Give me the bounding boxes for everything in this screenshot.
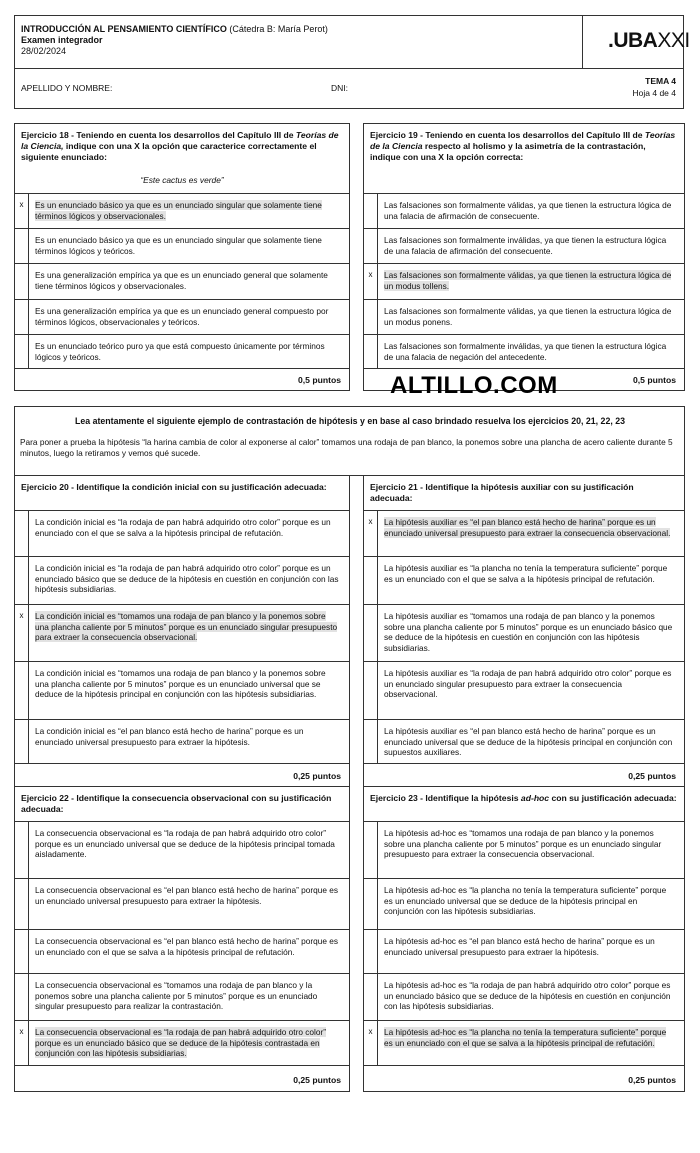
option-checkbox[interactable] [364,194,378,228]
selected-answer-highlight: La condición inicial es “tomamos una rodaja de pan blanco y la ponemos sobre una plancha caliente por 5 minutos” porque es un enunciado singular presupuesto para extraer la consecuencia observacional. [35,611,338,642]
exercise-21 [363,475,685,787]
exercise-22-title: Ejercicio 22 - Identifique la consecuencia observacional con su justificación adecuada: [21,793,332,814]
option-text: Es un enunciado básico ya que es un enunciado singular que solamente tiene términos lógicos y teóricos. [35,235,322,256]
option-text: La hipótesis auxiliar es “la plancha no tenía la temperatura suficiente” porque es un enunciado con el que se salva a la hipótesis principal de refutación. [384,563,668,584]
exercise-22-option[interactable] [15,1020,349,1066]
option-text: La consecuencia observacional es “el pan blanco está hecho de harina” porque es un enunciado con el que se salva a la hipótesis principal de refutación. [35,936,339,957]
option-checkbox[interactable] [364,879,378,929]
exercise-22-option[interactable] [15,973,349,1020]
exercise-23-option[interactable] [364,878,684,929]
option-checkbox[interactable] [15,300,29,334]
option-checkbox[interactable]: x [15,194,29,228]
option-text: Es un enunciado teórico puro ya que está compuesto únicamente por términos lógicos y teóricos. [35,341,325,362]
option-checkbox[interactable] [364,229,378,263]
exercise-19-option[interactable] [364,299,684,334]
option-checkbox[interactable] [364,822,378,878]
option-text: La hipótesis auxiliar es “la rodaja de pan habrá adquirido otro color” porque es un enunciado singular presupuesto para extraer la consecuencia observacional. [384,668,672,699]
header-divider-horizontal [14,68,684,69]
option-checkbox[interactable]: x [364,1021,378,1065]
exercise-18-option[interactable] [15,263,349,299]
option-text: Las falsaciones son formalmente inválidas, ya que tienen la estructura lógica de una falacia de negación del antecedente. [384,341,667,362]
course-title: INTRODUCCIÓN AL PENSAMIENTO CIENTÍFICO [21,24,227,34]
option-text [35,200,341,221]
selected-answer-highlight: La consecuencia observacional es “la rodaja de pan habrá adquirido otro color” porque es un enunciado básico que se deduce de la hipótesis contrastada en conjunción con las hipótesis subsidiarias. [35,1027,327,1058]
exercise-22-points: 0,25 puntos [293,1075,341,1085]
option-checkbox[interactable] [364,557,378,604]
option-text: Es una generalización empírica ya que es un enunciado general compuesto por términos lógicos, observacionales y teóricos. [35,306,329,327]
option-text: La consecuencia observacional es “tomamos una rodaja de pan blanco y la ponemos sobre una plancha caliente por 5 minutos” porque es un enunciado singular presupuesto para realizar la contrastación. [35,980,318,1011]
option-checkbox[interactable] [364,720,378,763]
header-info [21,24,328,57]
exercise-18-option[interactable] [15,299,349,334]
option-checkbox[interactable] [15,930,29,973]
option-checkbox[interactable]: x [15,605,29,661]
option-text: La condición inicial es “el pan blanco está hecho de harina” porque es un enunciado universal presupuesto para extraer la hipótesis. [35,726,304,747]
watermark: ALTILLO.COM [390,372,558,399]
option-checkbox[interactable] [15,879,29,929]
option-checkbox[interactable] [364,300,378,334]
exam-type: Examen integrador [21,35,103,45]
exercise-20-option[interactable] [15,661,349,719]
name-label: APELLIDO Y NOMBRE: [21,83,113,93]
option-checkbox[interactable] [15,335,29,368]
exercise-20-title: Ejercicio 20 - Identifique la condición inicial con su justificación adecuada: [21,482,327,492]
exercise-21-option[interactable] [364,719,684,764]
exercise-23-title: Ejercicio 23 - Identifique la hipótesis ad-hoc con su justificación adecuada: [370,793,677,803]
option-checkbox[interactable] [364,335,378,368]
exercise-23-option[interactable] [364,821,684,878]
selected-answer-highlight: La hipótesis auxiliar es “el pan blanco está hecho de harina” porque es un enunciado universal presupuesto para extraer la consecuencia observacional. [384,517,671,538]
option-checkbox[interactable]: x [15,1021,29,1065]
option-text [384,1027,676,1048]
exercise-21-option[interactable] [364,556,684,604]
option-checkbox[interactable] [364,605,378,661]
exercise-22-option[interactable] [15,929,349,973]
option-text: Las falsaciones son formalmente válidas, ya que tienen la estructura lógica de una falacia de afirmación de consecuente. [384,200,672,221]
option-text: La hipótesis auxiliar es “tomamos una rodaja de pan blanco y la ponemos sobre una plancha caliente por 5 minutos” porque es un enunciado básico que se deduce de la hipótesis en cuestión en conjunción con las hipótesis subsidiarias. [384,611,673,653]
option-checkbox[interactable] [15,720,29,763]
option-text: Es una generalización empírica ya que es un enunciado general que solamente tiene términos lógicos y observacionales. [35,270,328,291]
exercise-19-option[interactable] [364,334,684,369]
course-chair: (Cátedra B: María Perot) [229,24,328,34]
option-text [35,611,341,643]
exercise-23-option[interactable] [364,973,684,1020]
exercise-19-option[interactable] [364,263,684,299]
option-checkbox[interactable] [15,229,29,263]
option-text: La consecuencia observacional es “la rodaja de pan habrá adquirido otro color” porque es un enunciado universal que se deduce de la hipótesis principal tomada aisladamente. [35,828,335,859]
option-text: La condición inicial es “tomamos una rodaja de pan blanco y la ponemos sobre una plancha caliente por 5 minutos” porque es un enunciado universal que se deduce de la hipótesis principal en conjunción con las hipótesis subsidiarias. [35,668,326,699]
exercise-18-option[interactable] [15,334,349,369]
uba-logo: .UBAXXI [608,29,690,52]
page-count: Hoja 4 de 4 [632,88,676,98]
option-text: La hipótesis ad-hoc es “la rodaja de pan habrá adquirido otro color” porque es un enunciado básico que se deduce de la hipótesis en cuestión en conjunción con las hipótesis subsidiarias. [384,980,671,1011]
option-text: La hipótesis ad-hoc es “el pan blanco está hecho de harina” porque es un enunciado universal presupuesto para extraer la hipótesis. [384,936,655,957]
option-checkbox[interactable] [15,974,29,1020]
exercise-21-option[interactable] [364,661,684,719]
option-checkbox[interactable]: x [364,264,378,299]
exercise-23-option[interactable] [364,1020,684,1066]
exam-date: 28/02/2024 [21,46,67,56]
exercise-22-option[interactable] [15,878,349,929]
selected-answer-highlight: Es un enunciado básico ya que es un enunciado singular que solamente tiene términos lógicos y observacionales. [35,200,322,221]
exercise-19-points: 0,5 puntos [633,375,676,385]
exercise-20-option[interactable] [15,556,349,604]
exercise-20-option[interactable] [15,604,349,661]
exercise-18-option[interactable] [15,228,349,263]
exercise-19 [363,123,685,391]
selected-answer-highlight: Las falsaciones son formalmente válidas, ya que tienen la estructura lógica de un modus tollens. [384,270,672,291]
dni-label: DNI: [331,83,348,93]
exercise-21-title: Ejercicio 21 - Identifique la hipótesis auxiliar con su justificación adecuada: [370,482,634,503]
option-checkbox[interactable] [15,511,29,556]
exercise-18 [14,123,350,391]
exercise-21-option[interactable] [364,510,684,556]
option-text: La hipótesis ad-hoc es “la plancha no tenía la temperatura suficiente” porque es un enunciado universal que se deduce de la hipótesis principal en conjunción con las hipótesis subsidiarias. [384,885,667,916]
exercise-23-points: 0,25 puntos [628,1075,676,1085]
option-checkbox[interactable]: x [364,511,378,556]
exercise-19-option[interactable] [364,193,684,228]
option-text [35,1027,341,1059]
option-text: La hipótesis ad-hoc es “tomamos una rodaja de pan blanco y la ponemos sobre una plancha caliente por 5 minutos” porque es un enunciado singular presupuesto para extraer la consecuencia observacional. [384,828,662,859]
option-checkbox[interactable] [364,974,378,1020]
option-text: La condición inicial es “la rodaja de pan habrá adquirido otro color” porque es un enunciado básico que se deduce de la hipótesis en cuestión en conjunción con las hipótesis subsidiarias. [35,563,339,594]
option-text: Las falsaciones son formalmente válidas, ya que tienen la estructura lógica de un modus ponens. [384,306,672,327]
option-checkbox[interactable] [364,930,378,973]
exercise-22-option[interactable] [15,821,349,878]
exercise-23 [363,786,685,1092]
exercise-23-option[interactable] [364,929,684,973]
header-divider-vertical [582,15,583,69]
exercise-22 [14,786,350,1092]
option-checkbox[interactable] [15,264,29,299]
option-checkbox[interactable] [15,662,29,719]
tema-label: TEMA 4 [645,76,676,86]
exercise-20-option[interactable] [15,510,349,556]
option-text: La condición inicial es “la rodaja de pan habrá adquirido otro color” porque es un enunciado con el que se salva a la hipótesis principal de refutación. [35,517,331,538]
option-checkbox[interactable] [15,557,29,604]
exercise-18-title: Ejercicio 18 - Teniendo en cuenta los desarrollos del Capítulo III de Teorías de la Ciencia, indique con una X la opción que caracterice correctamente el siguiente enunciado: [21,130,339,162]
exercise-21-option[interactable] [364,604,684,661]
exercise-18-points: 0,5 puntos [298,375,341,385]
option-checkbox[interactable] [364,662,378,719]
option-text: La hipótesis auxiliar es “el pan blanco está hecho de harina” porque es un enunciado universal que se deduce de la hipótesis principal en conjunción con supuestos auxiliares. [384,726,673,757]
option-text [384,517,676,538]
exercise-18-option[interactable] [15,193,349,228]
exercise-20-points: 0,25 puntos [293,771,341,781]
exercise-18-quote: “Este cactus es verde” [140,175,224,185]
option-checkbox[interactable] [15,822,29,878]
selected-answer-highlight: La hipótesis ad-hoc es “la plancha no tenía la temperatura suficiente” porque es un enunciado con el que se salva a la hipótesis principal de refutación. [384,1027,667,1048]
case-title: Lea atentamente el siguiente ejemplo de contrastación de hipótesis y en base al caso brindado resuelva los ejercicios 20, 21, 22, 23 [74,416,626,426]
option-text [384,270,676,291]
exercise-21-points: 0,25 puntos [628,771,676,781]
exercise-19-title: Ejercicio 19 - Teniendo en cuenta los desarrollos del Capítulo III de Teorías de la Ciencia respecto al holismo y la asimetría de la contrastación, indique con una X la opción correcta: [370,130,676,162]
case-text: Para poner a prueba la hipótesis “la harina cambia de color al exponerse al calor” tomamos una rodaja de pan blanco, la ponemos sobre una plancha de acero caliente durante 5 minutos, luego la retiramos y vemos qué sucede. [20,437,673,458]
exercise-20-option[interactable] [15,719,349,764]
exercise-19-option[interactable] [364,228,684,263]
option-text: Las falsaciones son formalmente inválidas, ya que tienen la estructura lógica de una falacia de afirmación del consecuente. [384,235,667,256]
exercise-20 [14,475,350,787]
option-text: La consecuencia observacional es “el pan blanco está hecho de harina” porque es un enunciado universal presupuesto para extraer la hipótesis. [35,885,339,906]
